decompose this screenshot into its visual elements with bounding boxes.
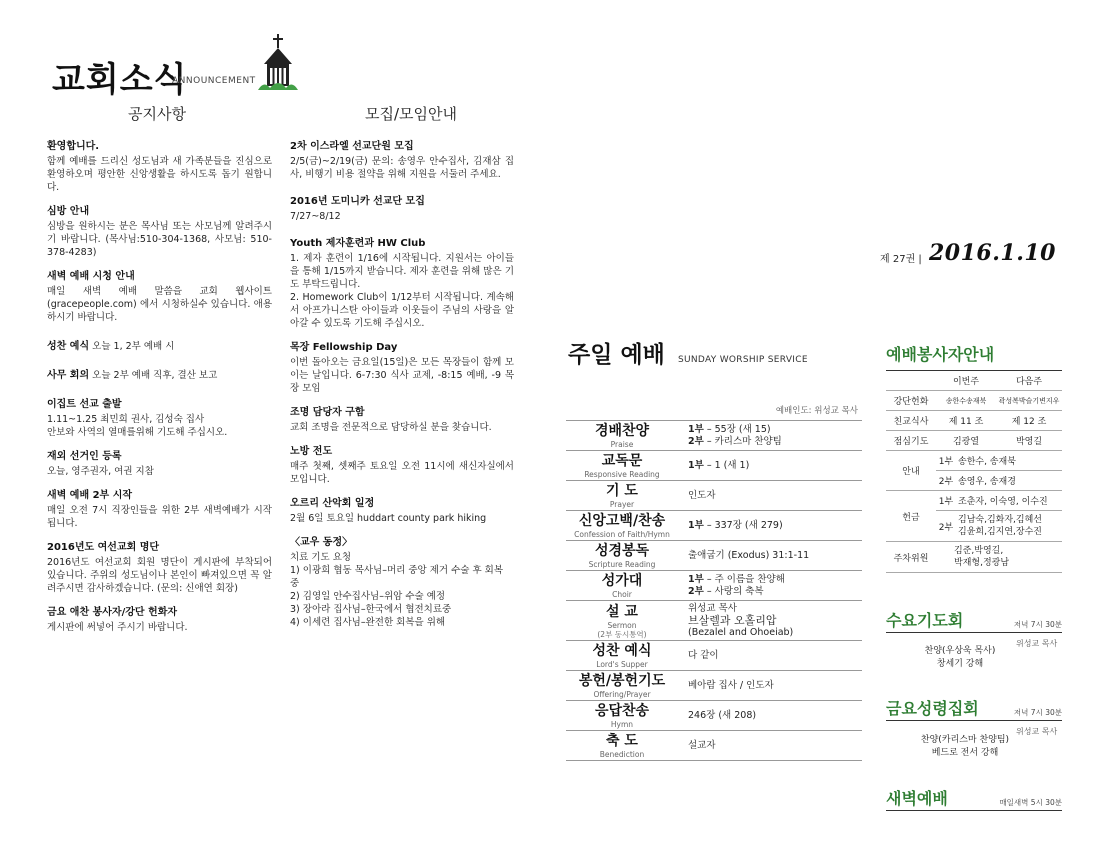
service-item-detail <box>678 571 862 601</box>
service-item-en: Prayer <box>609 500 635 509</box>
service-part-label: 1부 <box>688 460 704 471</box>
service-detail-line: 2부 – 카리스마 찬양팀 <box>688 436 782 447</box>
service-item-detail <box>678 511 862 541</box>
service-detail-line: 1부 – 주 이름을 찬양해 <box>688 574 785 585</box>
parking-label: 주차위원 <box>886 542 936 573</box>
service-item-en: Hymn <box>610 720 634 729</box>
recruit-item <box>290 406 514 434</box>
notice-title: 재외 선거인 등록 <box>47 451 122 462</box>
service-item-name <box>566 481 678 511</box>
issue-label: 제 27권 | <box>880 254 922 265</box>
recruit-title: 오르리 산악회 일정 <box>290 498 375 509</box>
service-detail-line: 2부 – 사랑의 축복 <box>688 586 764 597</box>
service-row <box>566 601 862 641</box>
notice-body: 오늘 1, 2부 예배 시 <box>92 341 175 352</box>
notice-item <box>47 606 272 634</box>
service-row <box>566 571 862 601</box>
notice-body: 함께 예배를 드리신 성도님과 새 가족분들을 진심으로 환영하오며 평안한 신앙생활을 하시도록 돕기 원합니다. <box>47 156 272 193</box>
notices-heading: 공지사항 <box>128 105 186 123</box>
service-item-name <box>566 511 678 541</box>
service-detail-line: 1부 – 55장 (새 15) <box>688 424 771 435</box>
service-item-ko: 기 도 <box>606 483 638 499</box>
service-item-en: Scripture Reading <box>588 560 656 569</box>
service-item-ko: 성경봉독 <box>594 543 650 559</box>
notice-title: 성찬 예식 <box>47 341 90 352</box>
service-item-en: Lord's Supper <box>596 660 648 669</box>
friday-time: 저녁 7시 30분 <box>1013 708 1062 717</box>
service-part-label: 1부 <box>688 424 704 435</box>
this-week-cell: 송한수송재북 <box>936 391 996 411</box>
volunteers-title: 예배봉사자안내 <box>886 345 995 364</box>
part-cell: 2부 <box>936 471 956 491</box>
service-item-en: Responsive Reading <box>584 470 660 479</box>
service-item-en: Choir <box>612 590 632 599</box>
table-row <box>886 542 1062 573</box>
part-cell: 1부 <box>936 451 956 471</box>
next-week-cell: 곽성복박슬기변지우 <box>996 391 1062 411</box>
recruit-body: 2/5(금)~2/19(금) 문의: 송영우 안수집사, 김재삼 집사, 비행기 비용 절약을 위해 지원을 서둘러 주세요. <box>290 156 514 180</box>
service-item-ko: 성가대 <box>601 573 643 589</box>
service-row <box>566 511 862 541</box>
role-cell: 강단헌화 <box>886 391 936 411</box>
service-title-en: SUNDAY WORSHIP SERVICE <box>677 355 808 365</box>
notice-item <box>47 450 272 478</box>
service-detail-line: 베아람 집사 / 인도자 <box>688 680 774 691</box>
this-week-cell: 제 11 조 <box>936 411 996 431</box>
service-item-name <box>566 731 678 761</box>
service-row <box>566 481 862 511</box>
service-detail-line: 브살렐과 오홀리압 <box>688 614 777 627</box>
service-item-en: Praise <box>610 440 634 449</box>
issue-info <box>880 240 1080 266</box>
service-item-ko: 성찬 예식 <box>592 643 652 659</box>
service-item-detail <box>678 701 862 731</box>
notices-column <box>47 140 272 645</box>
notice-title: 새벽 예배 2부 시작 <box>47 490 133 501</box>
friday-by: 위성교 목사 <box>1016 727 1058 736</box>
role-cell: 친교식사 <box>886 411 936 431</box>
service-item-ko: 응답찬송 <box>594 703 650 719</box>
recruit-title: Youth 제자훈련과 HW Club <box>290 238 426 249</box>
service-detail-line: 1부 – 337장 (새 279) <box>688 520 783 531</box>
recruit-body: 2월 6일 토요일 huddart county park hiking <box>290 513 487 524</box>
col-this-week: 이번주 <box>936 371 996 391</box>
service-order-table <box>566 420 862 761</box>
service-detail-line: 인도자 <box>688 490 716 501</box>
wednesday-time: 저녁 7시 30분 <box>1013 620 1062 629</box>
notice-item <box>47 398 272 439</box>
service-row <box>566 641 862 671</box>
names-cell: 조춘자, 이숙영, 이수진 <box>956 491 1062 511</box>
service-item-detail <box>678 671 862 701</box>
service-row <box>566 671 862 701</box>
service-item-detail <box>678 641 862 671</box>
wednesday-line: 창세기 강해 <box>936 659 984 669</box>
part-cell: 2부 <box>936 511 956 542</box>
service-row <box>566 701 862 731</box>
service-item-ko: 축 도 <box>606 733 638 749</box>
table-row <box>886 391 1062 411</box>
service-item-detail <box>678 731 862 761</box>
service-part-label: 1부 <box>688 520 704 531</box>
notice-body: 매일 오전 7시 직장인들을 위한 2부 새벽예배가 시작됩니다. <box>47 505 272 529</box>
service-item-ko: 봉헌/봉헌기도 <box>578 673 666 689</box>
wednesday-header <box>886 608 1062 633</box>
notice-body: 게시판에 써넣어 주시기 바랍니다. <box>47 622 188 633</box>
service-item-note: (2부 동시통역) <box>597 629 647 639</box>
recruit-title: 노방 전도 <box>290 446 333 457</box>
notice-body: 매일 새벽 예배 말씀을 교회 웹사이트(gracepeople.com) 에서 시청하실수 있습니다. 애용하시기 바랍니다. <box>47 286 272 323</box>
recruit-title: 2016년 도미니카 선교단 모집 <box>290 196 425 207</box>
service-item-detail <box>678 421 862 451</box>
recruit-body: 매주 첫째, 셋째주 토요일 오전 11시에 새신자실에서 모입니다. <box>290 461 514 485</box>
next-week-cell: 제 12 조 <box>996 411 1062 431</box>
service-leader: 예배인도: 위성교 목사 <box>775 406 858 416</box>
recruit-item <box>290 140 514 181</box>
notice-body: 오늘, 영주권자, 여권 지참 <box>47 466 154 477</box>
service-item-ko: 신앙고백/찬송 <box>578 513 666 529</box>
part-cell: 1부 <box>936 491 956 511</box>
service-item-name <box>566 451 678 481</box>
role-cell: 점심기도 <box>886 431 936 451</box>
service-item-detail <box>678 601 862 641</box>
service-part-label: 1부 <box>688 574 704 585</box>
wednesday-by: 위성교 목사 <box>1016 639 1058 648</box>
friday-body <box>890 734 1040 760</box>
notice-item <box>47 489 272 530</box>
notice-body: 심방을 원하시는 분은 목사님 또는 사모님께 알려주시기 바랍니다. (목사님:510-304-1368, 사모님: 510-378-4283) <box>47 221 272 258</box>
notice-item <box>47 140 272 194</box>
table-row <box>886 411 1062 431</box>
recruit-title: 〈교우 동정〉 <box>290 537 353 548</box>
notice-title: 환영합니다. <box>47 141 100 152</box>
service-row <box>566 421 862 451</box>
service-item-name <box>566 641 678 671</box>
service-item-name <box>566 571 678 601</box>
recruit-item <box>290 445 514 486</box>
recruit-item <box>290 237 514 330</box>
names-cell: 김준,박영길, 박재형,정광남 <box>936 542 1062 573</box>
recruit-body: 7/27~8/12 <box>290 211 341 222</box>
service-heading <box>568 336 808 369</box>
recruit-column <box>290 140 514 640</box>
dawn-time: 매일새벽 5시 30분 <box>999 798 1062 807</box>
table-row <box>886 431 1062 451</box>
recruit-item <box>290 195 514 223</box>
table-row <box>886 491 1062 511</box>
service-item-name <box>566 671 678 701</box>
service-detail-line: 246장 (새 208) <box>688 710 757 721</box>
service-item-ko: 교독문 <box>601 453 643 469</box>
friday-line: 베드로 전서 강해 <box>931 748 999 758</box>
guide-label: 안내 <box>886 451 936 491</box>
service-part-label: 2부 <box>688 436 704 447</box>
notice-title: 새벽 예배 시청 안내 <box>47 271 135 282</box>
volunteers-table <box>886 370 1062 573</box>
friday-title: 금요성령집회 <box>886 699 979 718</box>
names-cell: 송영우, 송재경 <box>956 471 1062 491</box>
service-item-name <box>566 421 678 451</box>
notice-item <box>47 270 272 324</box>
notice-body: 1.11~1.25 최민희 권사, 김성숙 집사 안보와 사역의 열매를위해 기도해 주십시오. <box>47 414 228 438</box>
service-detail-line: (Bezalel and Ohoeiab) <box>688 627 794 638</box>
recruit-body: 이번 돌아오는 금요일(15일)은 모든 목장들이 함께 모이는 날입니다. 6-7:30 식사 교제, -8:15 예배, -9 목장 모임 <box>290 357 514 394</box>
service-row <box>566 541 862 571</box>
service-part-label: 2부 <box>688 586 704 597</box>
service-detail-line: 위성교 목사 <box>688 603 737 614</box>
notice-body: 2016년도 여선교회 회원 명단이 게시판에 부착되어 있습니다. 주위의 성도님이나 본인이 빠져있으면 꼭 알려주시면 감사하겠습니다. (문의: 신애연 회장) <box>47 557 272 594</box>
service-title: 주일 예배 <box>568 342 665 368</box>
dawn-header <box>886 786 1062 811</box>
service-row <box>566 451 862 481</box>
service-item-ko: 설 교 <box>606 603 638 620</box>
recruit-item <box>290 497 514 525</box>
service-detail-line: 출애굽기 (Exodus) 31:1-11 <box>688 550 810 561</box>
next-week-cell: 박영길 <box>996 431 1062 451</box>
service-item-name <box>566 541 678 571</box>
col-next-week: 다음주 <box>996 371 1062 391</box>
names-cell: 김남숙,김화자,김혜선 김윤희,김지연,장수진 <box>956 511 1062 542</box>
names-cell: 송한수, 송재북 <box>956 451 1062 471</box>
service-item-ko: 경배찬양 <box>594 423 650 439</box>
recruit-body: 교회 조명을 전문적으로 담당하실 분을 찾습니다. <box>290 422 492 433</box>
service-item-name <box>566 601 678 641</box>
service-item-en: Offering/Prayer <box>593 690 651 699</box>
notice-item <box>47 205 272 259</box>
recruit-title: 목장 Fellowship Day <box>290 342 398 353</box>
service-detail-line: 1부 – 1 (새 1) <box>688 460 750 471</box>
church-icon <box>258 34 298 90</box>
recruit-item <box>290 341 514 395</box>
service-detail-line: 다 같이 <box>688 650 719 661</box>
notice-item <box>47 541 272 595</box>
recruit-title: 2차 이스라엘 선교단원 모집 <box>290 141 414 152</box>
recruit-body: 치료 기도 요청 1) 이광희 협동 목사님–머리 중앙 제거 수술 후 회복 중 2) 김영일 안수집사님–위암 수술 예정 3) 장아라 집사님–한국에서 협전치료중 4) 이세련 집사님–완전한 회복을 위해 <box>290 552 504 628</box>
this-week-cell: 김광열 <box>936 431 996 451</box>
issue-date: 2016.1.10 <box>929 240 1056 266</box>
service-item-en: Sermon <box>607 620 637 630</box>
recruit-body: 1. 제자 훈련이 1/16에 시작됩니다. 지원서는 아이들을 통해 1/15까지 받습니다. 제자 훈련을 위해 많은 기도 부탁드립니다. 2. Homework Club이 1/12부터 시작됩니다. 계속해서 아프가니스탄 아이들과 이웃들이 주님의 사랑을 알아갈 수 있도록 기도해 주십시오. <box>290 253 514 329</box>
page-subtitle: ANNOUNCEMENT <box>172 76 256 86</box>
table-row <box>886 451 1062 471</box>
page-title: 교회소식 <box>52 60 188 100</box>
wednesday-title: 수요기도회 <box>886 611 964 630</box>
friday-header <box>886 696 1062 721</box>
table-row <box>886 371 1062 391</box>
wednesday-body <box>890 645 1030 671</box>
dawn-title: 새벽예배 <box>886 789 948 808</box>
notice-title: 사무 회의 <box>47 370 90 381</box>
service-row <box>566 731 862 761</box>
service-item-name <box>566 701 678 731</box>
notice-title: 심방 안내 <box>47 206 90 217</box>
notice-title: 금요 애찬 봉사자/강단 헌화자 <box>47 607 178 618</box>
service-item-detail <box>678 451 862 481</box>
notice-body: 오늘 2부 예배 직후, 결산 보고 <box>92 370 218 381</box>
notice-item <box>47 369 272 382</box>
service-item-en: Benediction <box>599 750 645 759</box>
friday-line: 찬양(카리스마 찬양팀) <box>920 735 1010 745</box>
recruit-title: 조명 담당자 구함 <box>290 407 365 418</box>
service-detail-line: 설교자 <box>688 740 716 751</box>
service-item-detail <box>678 541 862 571</box>
service-item-en: Confession of Faith/Hymn <box>574 530 670 539</box>
recruit-item <box>290 536 514 629</box>
notice-title: 2016년도 여선교회 명단 <box>47 542 160 553</box>
notice-title: 이집트 선교 출발 <box>47 399 122 410</box>
offering-label: 헌금 <box>886 491 936 542</box>
notice-item <box>47 340 272 353</box>
wednesday-line: 찬양(우상욱 목사) <box>924 646 996 656</box>
service-item-detail <box>678 481 862 511</box>
recruit-heading: 모집/모임안내 <box>365 105 457 123</box>
